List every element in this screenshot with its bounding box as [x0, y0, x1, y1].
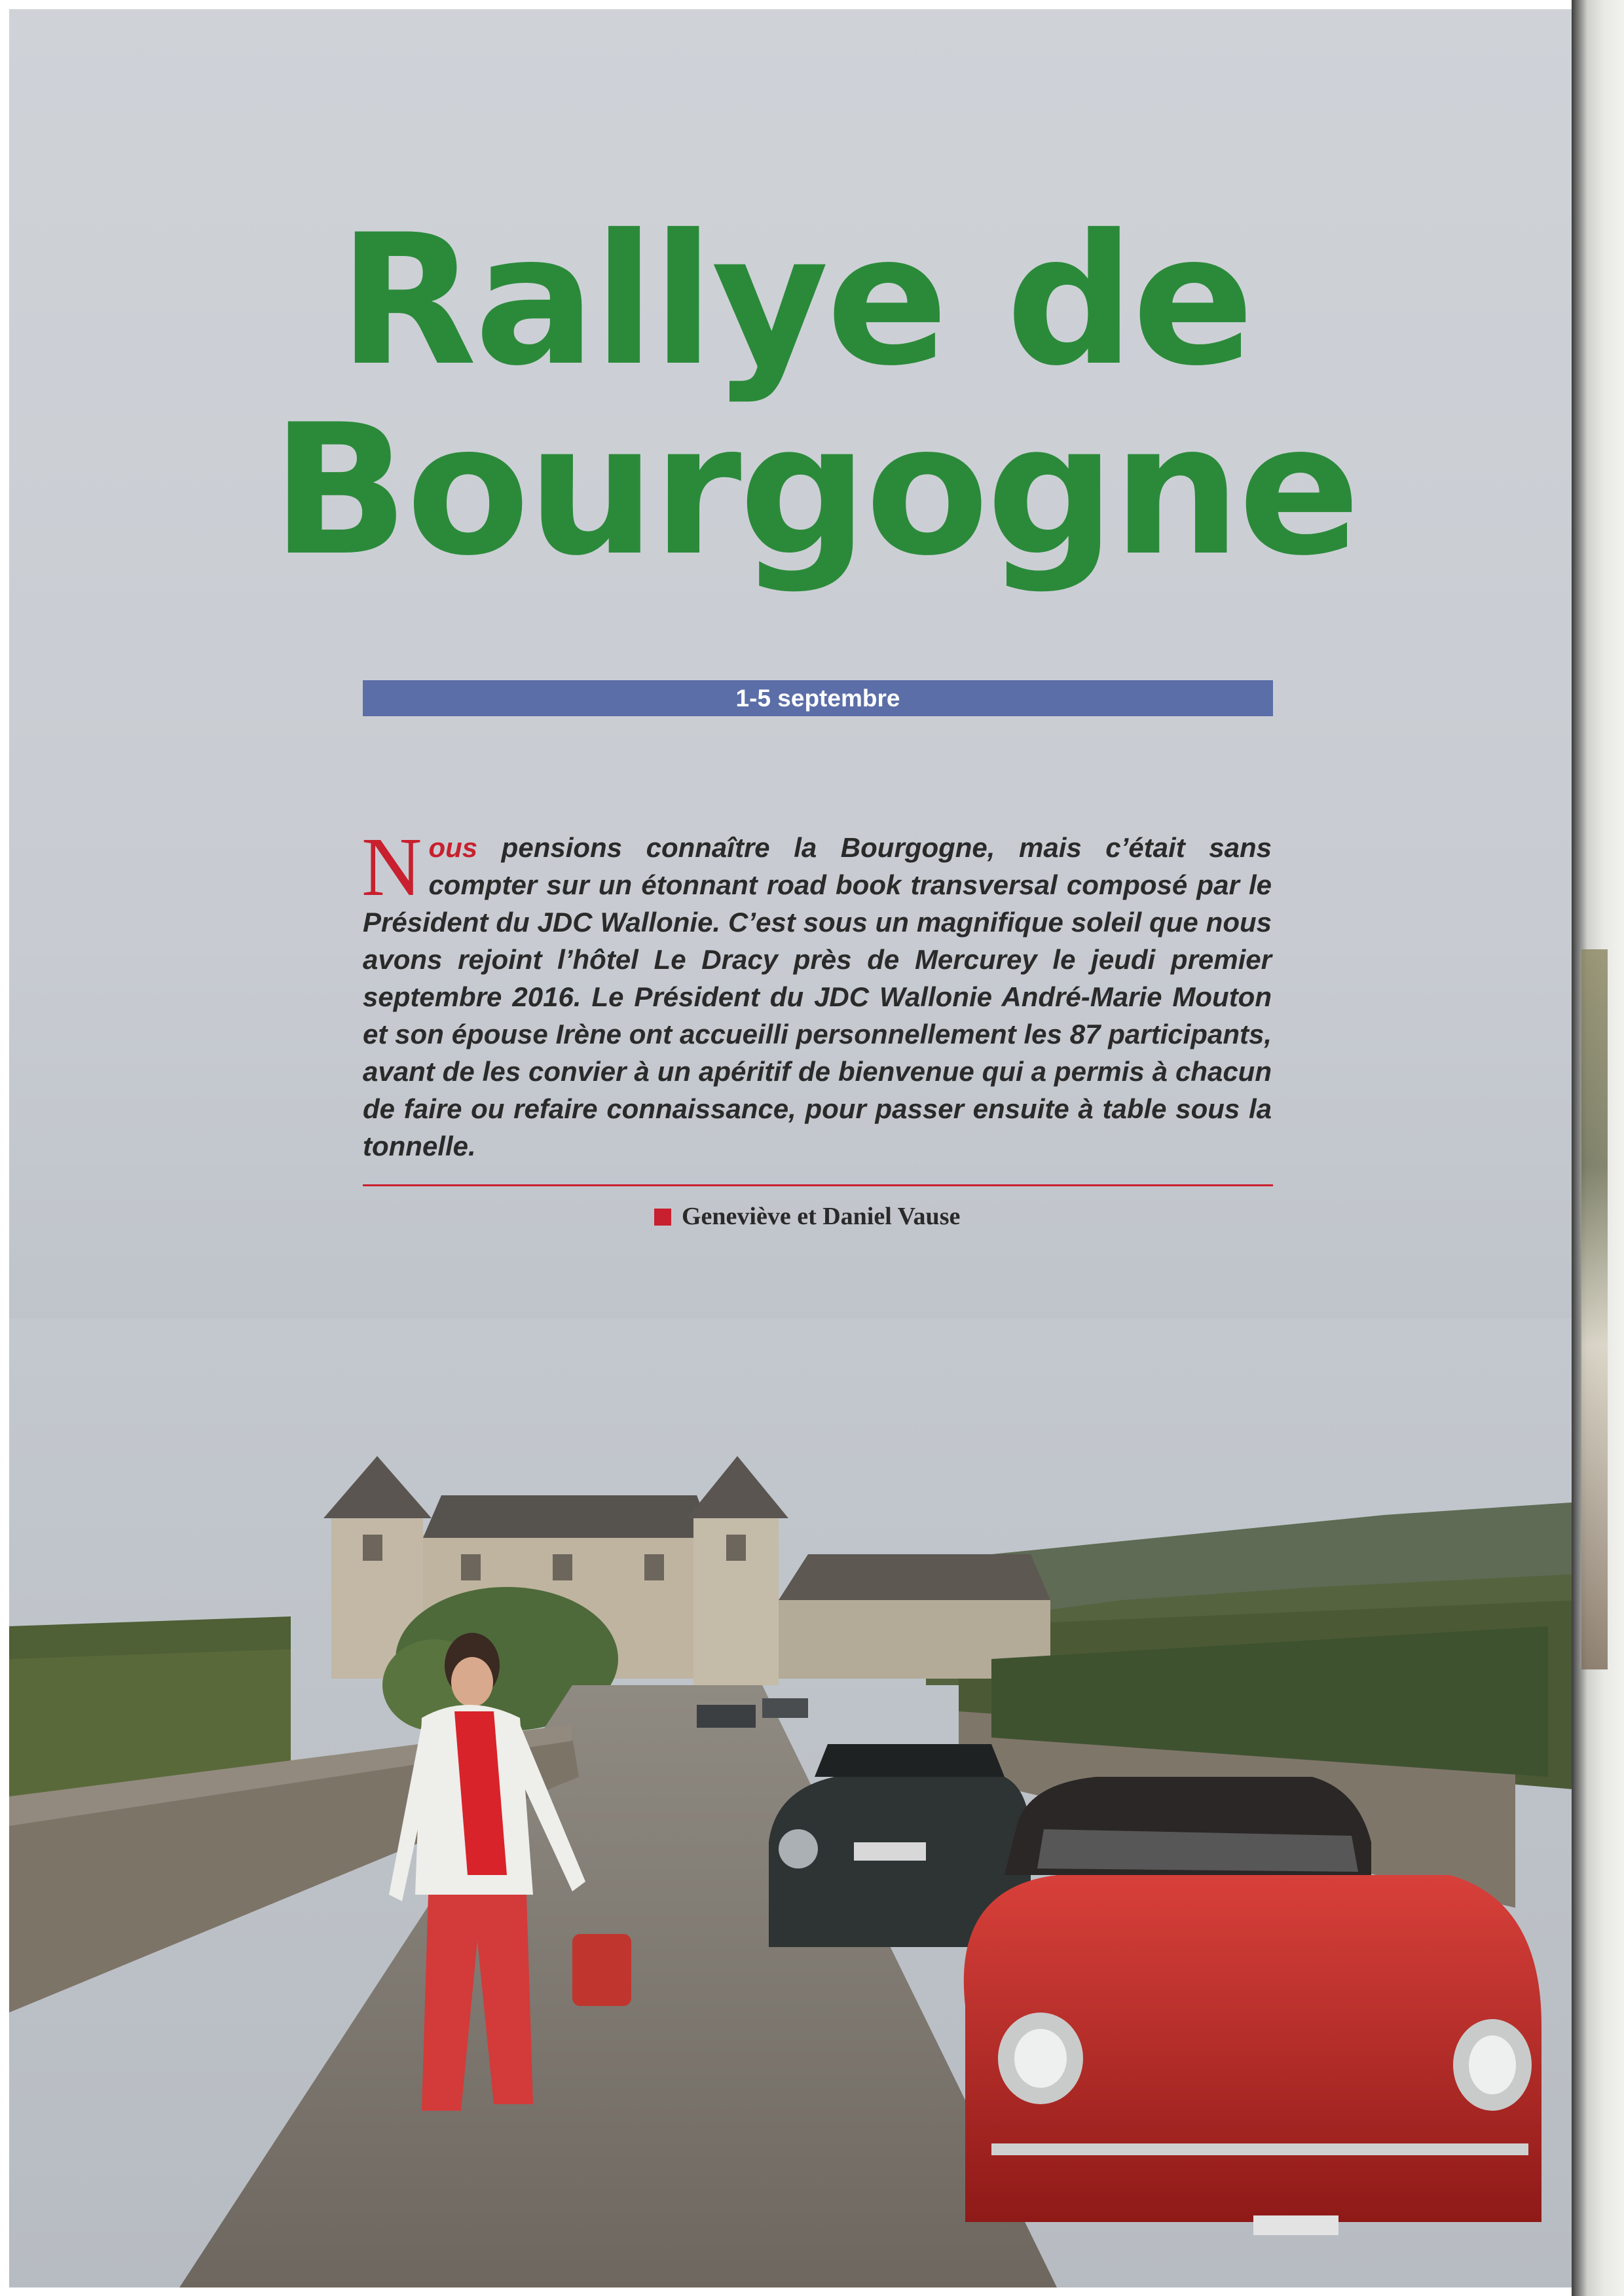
magazine-page — [9, 9, 1581, 2287]
intro-paragraph — [361, 820, 1272, 1165]
date-banner: 1-5 septembre — [363, 680, 1273, 716]
rally-photo — [9, 1319, 1581, 2287]
intro-lead-word: ous — [428, 832, 478, 863]
article-title-line-2: Bourgogne — [271, 386, 1358, 595]
next-page-edge — [1581, 949, 1608, 1669]
byline — [654, 1201, 960, 1232]
separator-rule — [363, 1184, 1273, 1186]
drop-cap: N — [361, 820, 422, 913]
byline-authors: Geneviève et Daniel Vause — [682, 1203, 961, 1230]
intro-body-text: pensions connaître la Bourgogne, mais c’était sans compter sur un étonnant road book transversal composé par le Président du JDC Wallonie. C’est sous un magnifique soleil que nous avons rejoint l’hôtel Le Dracy près de Mercurey le jeudi premier septembre 2016. Le Président du JDC Wallonie André-Marie Mouton et son épouse Irène ont accueilli personnellement les 87 participants, avant de les convier à un apéritif de bienvenue qui a permis à chacun de faire ou refaire connaissance, pour passer ensuite à table sous la tonnelle. — [363, 832, 1272, 1161]
article-title-line-1: Rallye de — [338, 196, 1252, 405]
byline-square-icon — [654, 1209, 671, 1226]
